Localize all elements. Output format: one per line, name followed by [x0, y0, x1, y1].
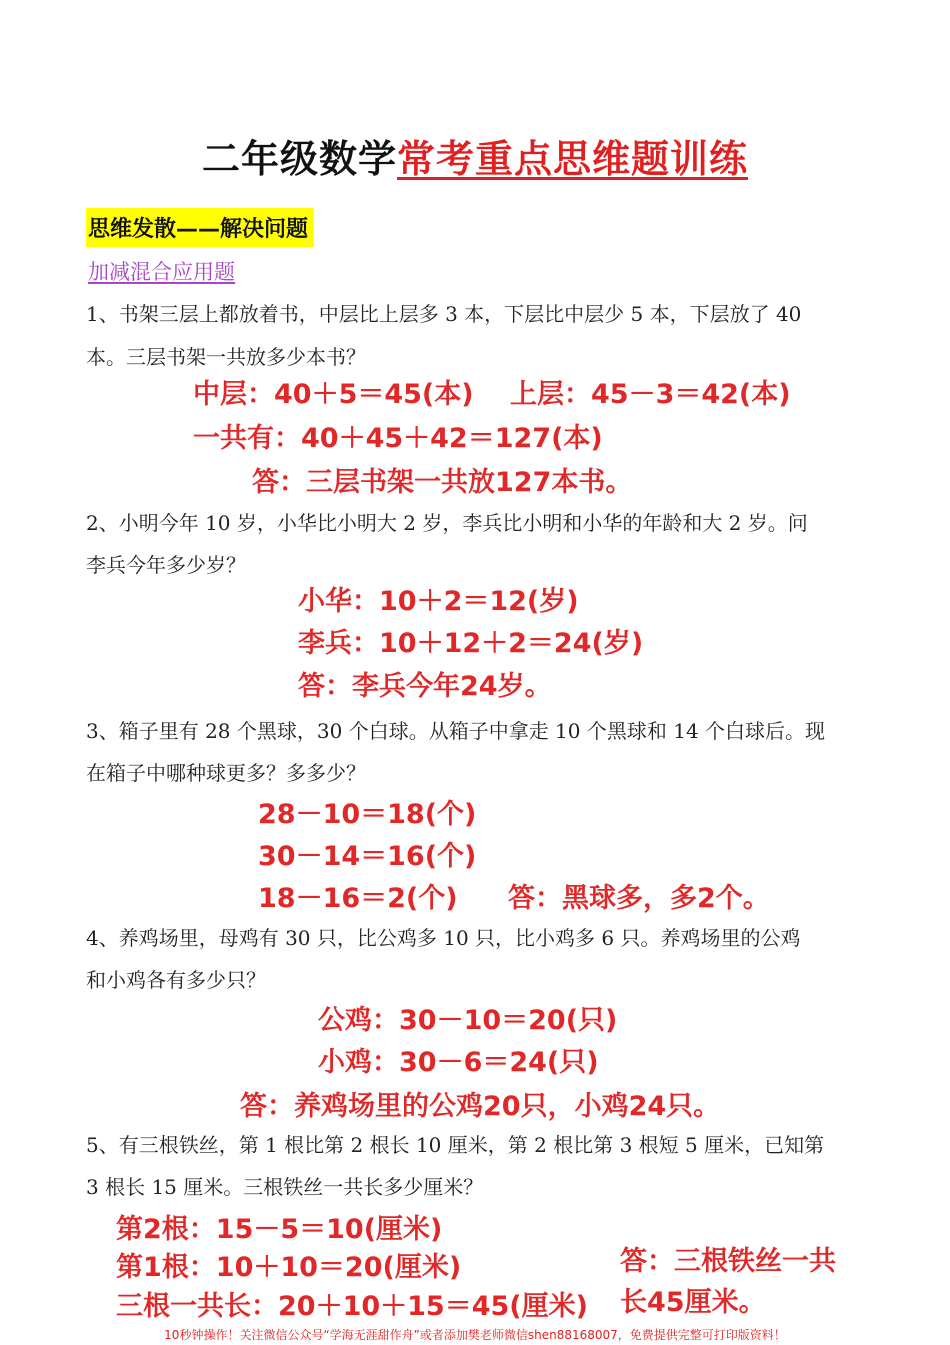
section-heading: 思维发散——解决问题: [86, 208, 314, 247]
q5-answer-4b: 长45厘米。: [620, 1287, 766, 1318]
footer-notice: 10秒钟操作！关注微信公众号“学海无涯甜作舟”或者添加樊老师微信shen88168007，免费提供完整可打印版资料！: [164, 1328, 786, 1342]
q4-answer-3: 答：养鸡场里的公鸡20只，小鸡24只。: [240, 1091, 721, 1122]
q3-answer-4: 答：黑球多，多2个。: [508, 883, 770, 914]
page-title: [0, 128, 950, 183]
q5-line2: 3 根长 15 厘米。三根铁丝一共长多少厘米？: [86, 1175, 484, 1199]
q4-answer-2: 小鸡：30－6＝24(只): [318, 1047, 599, 1078]
q3-line2: 在箱子中哪种球更多？多多少？: [86, 761, 366, 785]
title-black: 二年级数学: [201, 137, 397, 181]
q3-answer-3: 18－16＝2(个): [258, 883, 458, 914]
q2-line2: 李兵今年多少岁？: [86, 553, 246, 577]
q2-answer-3: 答：李兵今年24岁。: [298, 671, 552, 702]
q3-answer-1: 28－10＝18(个): [258, 799, 477, 830]
q1-answer-4: 答：三层书架一共放127本书。: [252, 467, 633, 498]
q2-answer-2: 李兵：10＋12＋2＝24(岁): [298, 628, 644, 659]
q4-line1: 4、养鸡场里，母鸡有 30 只，比公鸡多 10 只，比小鸡多 6 只。养鸡场里的公鸡: [86, 926, 801, 950]
q5-answer-1: 第2根：15－5＝10(厘米): [116, 1214, 443, 1245]
title-red: 常考重点思维题训练: [397, 137, 749, 181]
q5-answer-4a: 答：三根铁丝一共: [620, 1246, 836, 1277]
q1-answer-1: 中层：40＋5＝45(本): [193, 379, 474, 410]
q3-line1: 3、箱子里有 28 个黑球，30 个白球。从箱子中拿走 10 个黑球和 14 个白球后。现: [86, 719, 826, 743]
q1-line2: 本。三层书架一共放多少本书？: [86, 345, 366, 369]
q5-line1: 5、有三根铁丝，第 1 根比第 2 根长 10 厘米，第 2 根比第 3 根短 5 厘米，已知第: [86, 1133, 825, 1157]
q3-answer-2: 30－14＝16(个): [258, 841, 477, 872]
q5-answer-3: 三根一共长：20＋10＋15＝45(厘米): [116, 1291, 588, 1322]
q2-answer-1: 小华：10＋2＝12(岁): [298, 586, 579, 617]
subtitle: 加减混合应用题: [88, 260, 235, 284]
q5-answer-2: 第1根：10＋10＝20(厘米): [116, 1252, 462, 1283]
q4-line2: 和小鸡各有多少只？: [86, 968, 266, 992]
q2-line1: 2、小明今年 10 岁，小华比小明大 2 岁，李兵比小明和小华的年龄和大 2 岁。问: [86, 511, 808, 535]
q1-line1: 1、书架三层上都放着书，中层比上层多 3 本，下层比中层少 5 本，下层放了 40: [86, 302, 802, 326]
q1-answer-3: 一共有：40＋45＋42＝127(本): [193, 423, 603, 454]
q1-answer-2: 上层：45－3＝42(本): [510, 379, 791, 410]
q4-answer-1: 公鸡：30－10＝20(只): [318, 1005, 618, 1036]
